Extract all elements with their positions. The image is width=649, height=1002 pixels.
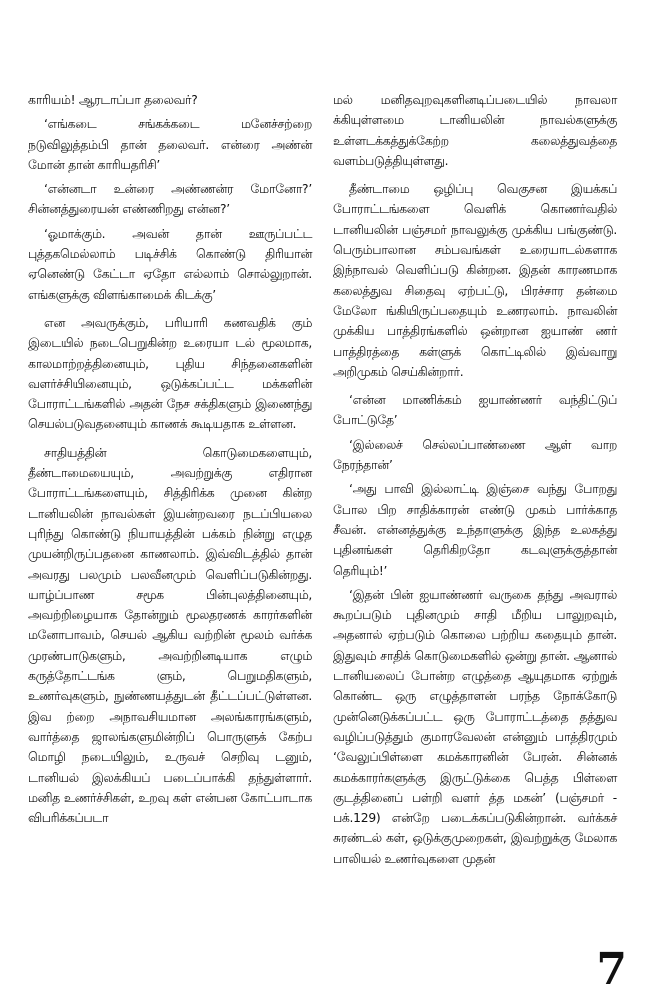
paragraph: ‘அது பாவி இல்லாட்டி இஞ்சை வந்து போறது போல பிற சாதிக்காரன் எண்டு முகம் பார்க்காத சீவன். என்னத்துக்கு உந்தாளுக்கு இந்த உலகத்து புதினங்கள் தெரிகிறதோ கடவுளுக்குத்தான் தெரியும்!’ [333, 482, 617, 578]
paragraph: காரியம்! ஆரடாப்பா தலைவர்? [28, 93, 198, 107]
paragraph: ‘என்ன மாணிக்கம் ஐயாண்ணர் வந்திட்டுப் போட்டுதே’ [333, 393, 617, 428]
paragraph: ‘இதன் பின் ஐயாண்ணர் வருகை தந்து அவரால் கூறப்படும் புதினமும் சாதி மீறிய பாலுறவும், அதனால் ஏற்படும் கொலை பற்றிய கதையும் தான். இதுவும் சாதிக் கொடுமைகளில் ஒன்று தான். ஆனால் டானியலைப் போன்ற எழுத்தை ஆயுதமாக ஏற்றுக் கொண்ட ஒரு எழுத்தாளன் பரந்த நோக்கோடு முன்னெடுக்கப்பட்ட ஒரு போராட்டத்தை தத்துவ வழிப்படுத்தும் குமாரவேலன் என்னும் பாத்திரமும் ‘வேலுப்பிள்ளை கமக்காரனின் பேரன். சின்னக் கமக்காரர்களுக்கு இருட்டுக்கை பெத்த பிள்ளை குடத்தினைப் பள்றி வளர் த்த மகன்’ (பஞ்சமர் - பக்.129) என்றே படைக்கப்படுகின்றான். வர்க்கச் சுரண்டல் கள், ஒடுக்குமுறைகள், இவற்றுக்கு மேலாக பாலியல் உணர்வுகளை முதன் [333, 587, 617, 866]
paragraph: என அவருக்கும், பரியாரி கணவதிக் கும் இடையில் நடைபெறுகின்ற உரையா டல் மூலமாக, காலமாற்றத்தினையும், புதிய சிந்தனைகளின் வளர்ச்சியினையும், ஒடுக்கப்பட்ட மக்களின் போராட்டங்களில் அதன் நேச சக்திகளும் இணைந்து செயல்படுவதனையும் காணக் கூடியதாக உள்ளன. [28, 315, 312, 432]
left-column [28, 90, 312, 832]
paragraph: ‘எங்கடை சங்கக்கடை மனேச்சற்றை நடுவிலுத்தம்பி தான் தலைவர். என்ரை அண்ன் மோன் தான் காரியதரிசி’ [28, 117, 312, 172]
paragraph: ‘இல்லைச் செல்லப்பாண்ணை ஆள் வாற நேரந்தான்’ [333, 437, 617, 473]
paragraph: சாதியத்தின் கொடுமைகளையும், தீண்டாமையையும், அவற்றுக்கு எதிரான போராட்டங்களையும், சித்திரிக்க முனை கின்ற டானியலின் நாவல்கள் இயன்றவரை நடப்பியலை புரிந்து கொண்டு நியாயத்தின் பக்கம் நின்று எழுத முயன்றிருப்பதனை காணலாம். இவ்விடத்தில் தான் அவரது பலமும் பலவீனமும் வெளிப்படுகின்றது. யாழ்ப்பாண சமூக பின்புலத்தினையும், அவற்றிழையாக தோன்றும் மூலதரணக் காரர்களின் மனோபாவம், செயல் ஆகிய வற்றின் மூலம் வர்க்க முரண்பாடுகளும், அவற்றினடியாக எழும் கருத்தோட்டங்க ளும், பெறுமதிகளும், உணர்வுகளும், நுண்ணயத்துடன் தீட்டப்பட்டுள்ளன. இவ ற்றை அநாவசியமான அலங்காரங்களும், வார்த்தை ஜாலங்களுமின்றிப் பொருளுக் கேற்ப மொழி நடையிலும், உருவச் செறிவு டனும், டானியல் இலக்கியப் படைப்பாக்கி தந்துள்ளார். மனித உணர்ச்சிகள், உறவு கள் என்பன கோட்பாடாக விபரிக்கப்படா [28, 445, 312, 826]
paragraph: ‘ஓமாக்கும். அவன் தான் ஊருப்பட்ட புத்தகமெல்லாம் படிச்சிக் கொண்டு திரியான் ஏனெண்டு கேட்டா ஏதோ எல்லாம் சொல்லுறான். எங்களுக்கு விளங்காமைக் கிடக்கு’ [28, 226, 312, 302]
right-column [333, 90, 617, 873]
paragraph: ‘என்னடா உன்ரை அண்ணன்ர மோனோ?’ சின்னத்துரையன் எண்ணிறது என்ன?’ [28, 182, 312, 217]
paragraph: மல் மனிதவுறவுகளினடிப்படையில் நாவலா க்கியுள்ளமை டானியலின் நாவல்களுக்கு உள்ளடக்கத்துக்கேற்ற கலைத்துவத்தை வளம்படுத்தியுள்ளது. [333, 93, 617, 168]
paragraph: தீண்டாமை ஒழிப்பு வெகுசன இயக்கப் போராட்டங்களை வெளிக் கொணர்வதில் டானியலின் பஞ்சமர் நாவலுக்கு முக்கிய பங்குண்டு. பெரும்பாலான சம்பவங்கள் உரையாடல்களாக இந்நாவல் வெளிப்படு கின்றன. இதன் காரணமாக கலைத்துவ சிதைவு ஏற்பட்டு, பிரச்சார தன்மை மேலோ ங்கியிருப்பதையும் உணரலாம். நாவலின் முக்கிய பாத்திரங்களில் ஒன்றான ஐயாண் ணர் பாத்திரத்தை கள்ளுக் கொட்டிலில் இவ்வாறு அறிமுகம் செய்கின்றார். [333, 182, 617, 379]
page-number: 7 [596, 944, 627, 995]
